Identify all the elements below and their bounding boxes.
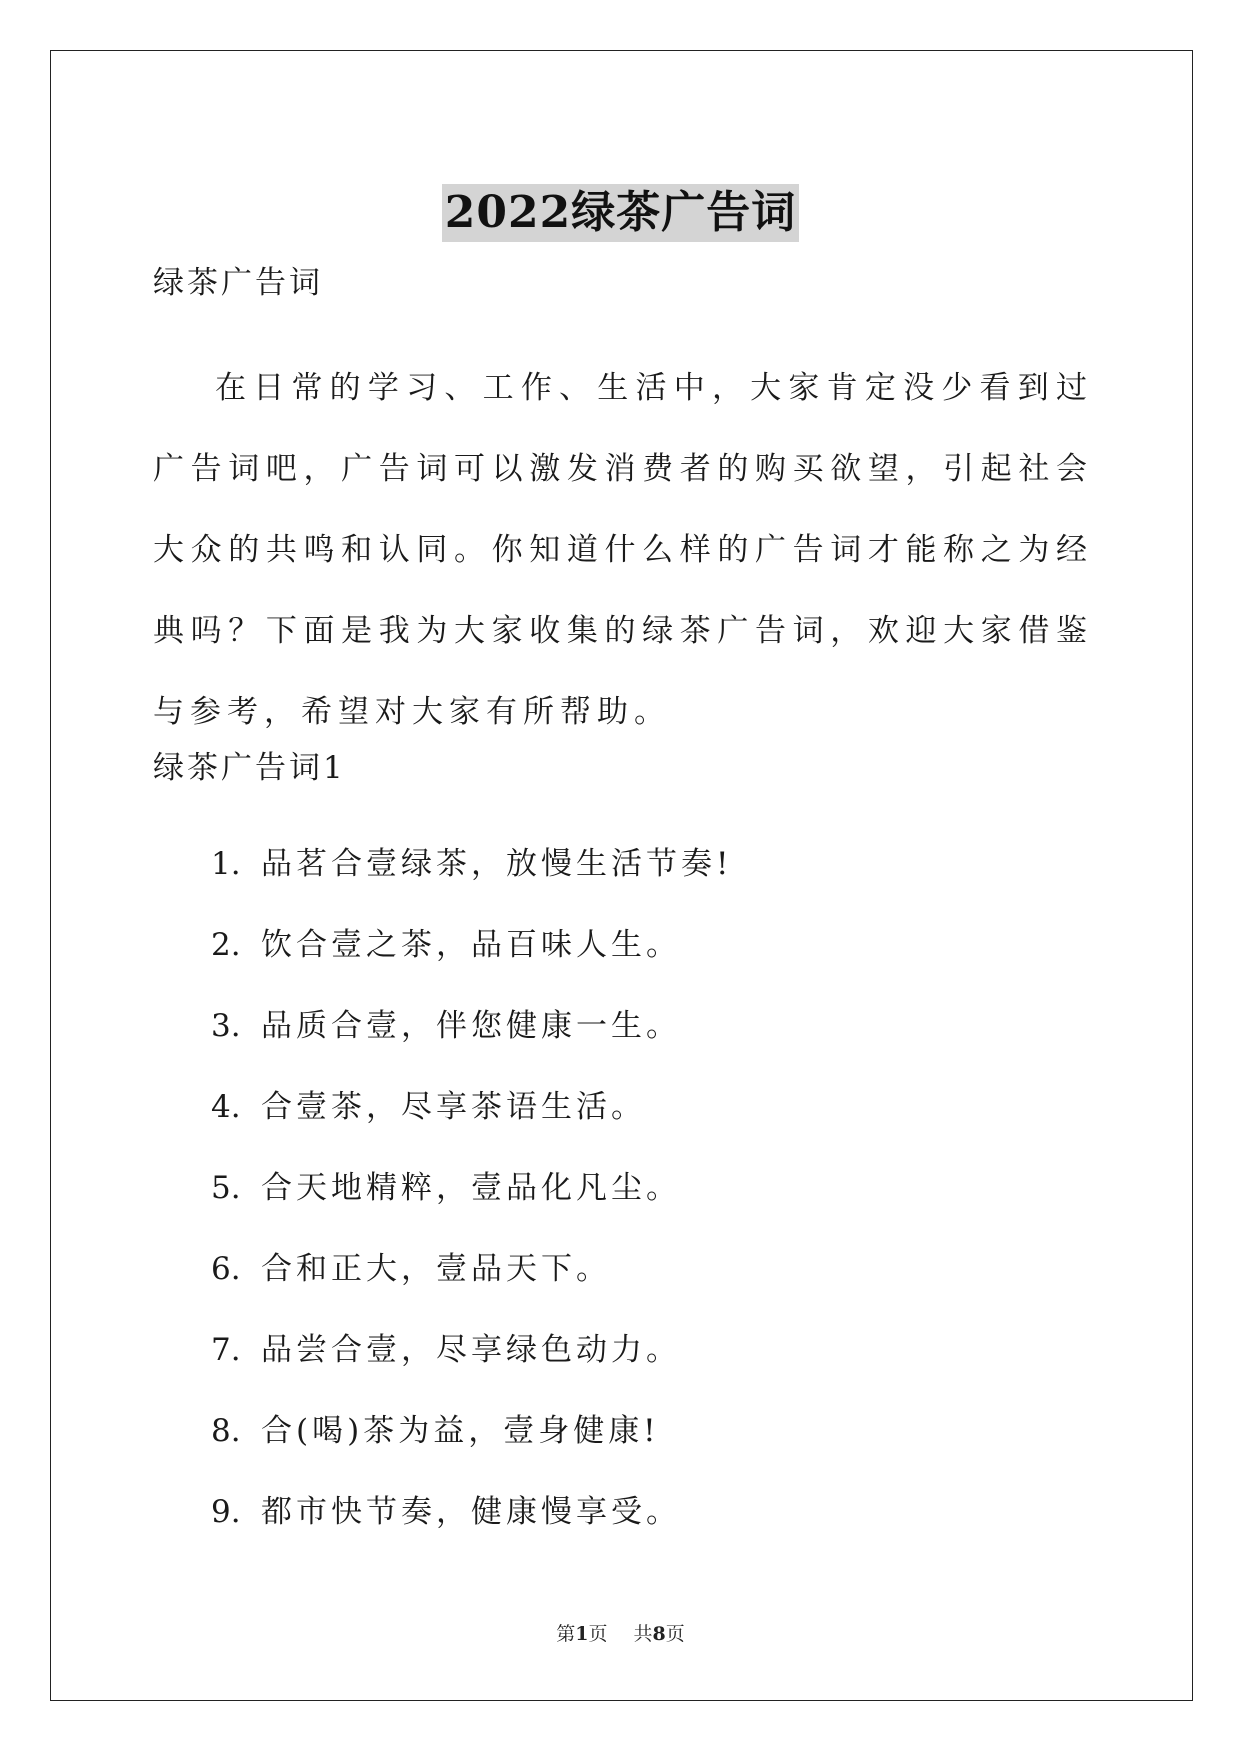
list-item [211, 1492, 732, 1573]
list-item [211, 925, 732, 1006]
item-text: 合天地精粹，壹品化凡尘。 [261, 1170, 681, 1206]
item-number: 4. [211, 1089, 241, 1125]
slogan-list [211, 844, 732, 1573]
document-title: 2022绿茶广告词 [442, 184, 799, 242]
footer-total-pages: 8 [652, 1623, 666, 1645]
footer-total-unit: 页 [665, 1623, 685, 1645]
list-item [211, 1411, 732, 1492]
list-item [211, 1330, 732, 1411]
footer-page-prefix: 第 [556, 1623, 576, 1645]
list-item [211, 1249, 732, 1330]
item-number: 7. [211, 1332, 241, 1368]
item-number: 5. [211, 1170, 241, 1206]
item-number: 3. [211, 1008, 241, 1044]
list-item [211, 1006, 732, 1087]
footer-page-number: 1 [575, 1623, 589, 1645]
item-number: 2. [211, 927, 241, 963]
list-item [211, 1168, 732, 1249]
item-text: 品质合壹，伴您健康一生。 [261, 1008, 681, 1044]
footer-total-prefix: 共 [633, 1623, 653, 1645]
item-text: 品尝合壹，尽享绿色动力。 [261, 1332, 681, 1368]
footer-page-unit: 页 [588, 1623, 608, 1645]
list-item [211, 844, 732, 925]
item-text: 合和正大，壹品天下。 [261, 1251, 611, 1287]
page-footer [0, 1622, 1241, 1646]
section-heading: 绿茶广告词1 [153, 750, 346, 786]
item-text: 合(喝)茶为益，壹身健康! [261, 1413, 660, 1449]
item-text: 都市快节奏，健康慢享受。 [261, 1494, 681, 1530]
intro-paragraph: 在日常的学习、工作、生活中，大家肯定没少看到过广告词吧，广告词可以激发消费者的购买欲望，引起社会大众的共鸣和认同。你知道什么样的广告词才能称之为经典吗？下面是我为大家收集的绿茶广告词，欢迎大家借鉴与参考，希望对大家有所帮助。 [153, 370, 1093, 730]
title-area [0, 155, 1241, 272]
item-number: 8. [211, 1413, 241, 1449]
item-number: 6. [211, 1251, 241, 1287]
subtitle: 绿茶广告词 [153, 265, 323, 301]
item-text: 品茗合壹绿茶，放慢生活节奏! [261, 846, 733, 882]
item-number: 1. [211, 846, 241, 882]
item-number: 9. [211, 1494, 241, 1530]
item-text: 合壹茶，尽享茶语生活。 [261, 1089, 646, 1125]
item-text: 饮合壹之茶，品百味人生。 [261, 927, 681, 963]
list-item [211, 1087, 732, 1168]
